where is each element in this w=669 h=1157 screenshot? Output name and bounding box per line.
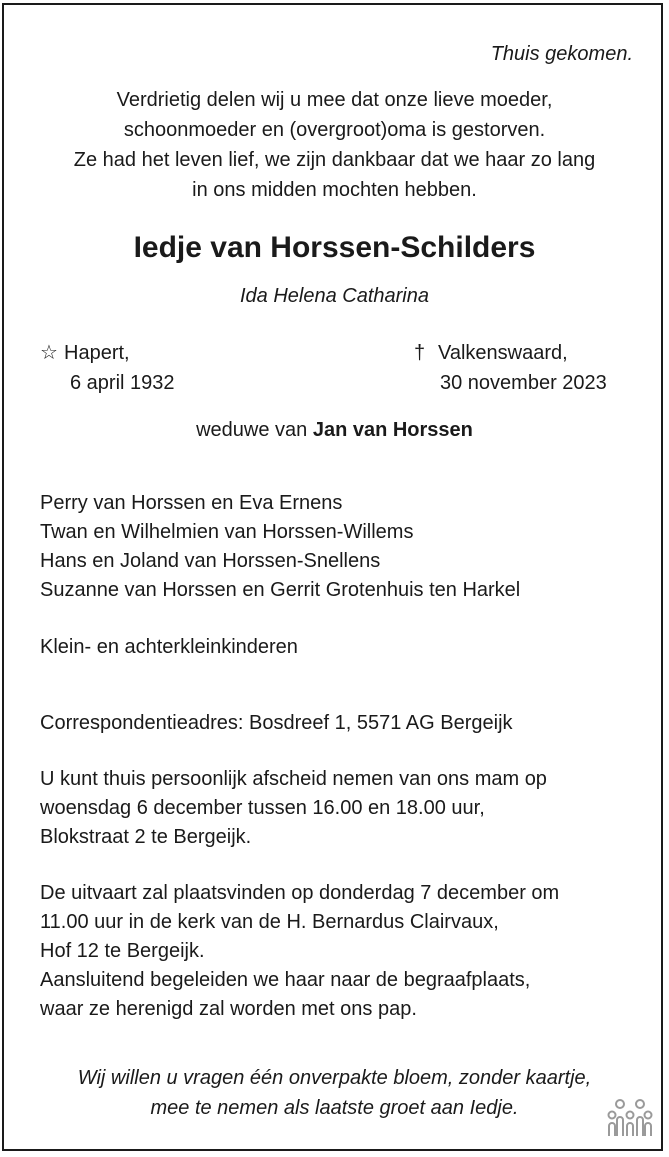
given-names: Ida Helena Catharina — [239, 285, 429, 307]
star-icon: ☆ — [40, 342, 58, 364]
death-info — [414, 338, 607, 398]
obituary-card — [2, 3, 663, 1151]
family-list — [40, 489, 520, 605]
correspondence-address: Correspondentieadres: Bosdreef 1, 5571 AG Bergeijk — [40, 712, 513, 734]
list-item: Hans en Joland van Horssen-Snellens — [40, 550, 381, 572]
funeral-info — [40, 879, 559, 1024]
widow-line — [4, 419, 665, 442]
farewell-line: Blokstraat 2 te Bergeijk. — [40, 826, 252, 848]
motto: Thuis gekomen. — [490, 43, 633, 65]
intro-line: in ons midden mochten hebben. — [192, 179, 477, 201]
funeral-line: 11.00 uur in de kerk van de H. Bernardus Clairvaux, — [40, 911, 499, 933]
intro-text — [4, 85, 665, 205]
closing-line: Wij willen u vragen één onverpakte bloem, zonder kaartje, — [77, 1067, 592, 1089]
funeral-line: De uitvaart zal plaatsvinden op donderdag 7 december om — [40, 882, 560, 904]
spouse-name: Jan van Horssen — [312, 419, 473, 441]
funeral-line: Hof 12 te Bergeijk. — [40, 940, 205, 962]
farewell-info — [40, 765, 547, 852]
birth-date: 6 april 1932 — [70, 372, 175, 394]
death-date: 30 november 2023 — [440, 372, 607, 394]
death-place: Valkenswaard, — [438, 342, 568, 364]
intro-line: Verdrietig delen wij u mee dat onze lieve moeder, — [116, 89, 553, 111]
funeral-line: waar ze herenigd zal worden met ons pap. — [40, 998, 417, 1020]
intro-line: schoonmoeder en (overgroot)oma is gestorven. — [123, 119, 546, 141]
birth-info — [40, 338, 175, 398]
closing-line: mee te nemen als laatste groet aan Iedje. — [150, 1097, 519, 1119]
grandchildren: Klein- en achterkleinkinderen — [40, 636, 298, 658]
farewell-line: U kunt thuis persoonlijk afscheid nemen van ons mam op — [40, 768, 547, 790]
farewell-line: woensdag 6 december tussen 16.00 en 18.00 uur, — [40, 797, 485, 819]
list-item: Perry van Horssen en Eva Ernens — [40, 492, 343, 514]
list-item: Suzanne van Horssen en Gerrit Grotenhuis ten Harkel — [40, 579, 521, 601]
closing-text — [4, 1063, 665, 1123]
birth-place: Hapert, — [64, 342, 130, 364]
funeral-line: Aansluitend begeleiden we haar naar de begraafplaats, — [40, 969, 531, 991]
people-group-icon — [607, 1098, 653, 1143]
widow-prefix: weduwe van — [196, 419, 308, 441]
deceased-name: Iedje van Horssen-Schilders — [133, 231, 536, 264]
list-item: Twan en Wilhelmien van Horssen-Willems — [40, 521, 414, 543]
cross-icon: † — [414, 342, 426, 364]
intro-line: Ze had het leven lief, we zijn dankbaar dat we haar zo lang — [73, 149, 596, 171]
